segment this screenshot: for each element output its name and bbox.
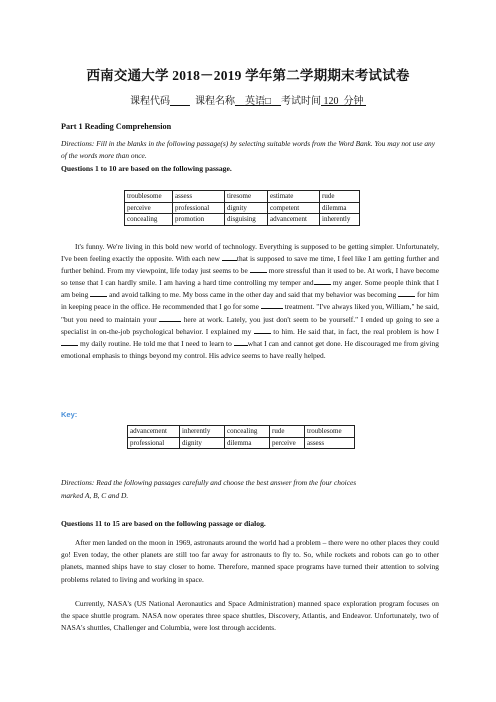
- word-bank-cell: inherently: [320, 214, 360, 226]
- word-bank-cell: assess: [173, 191, 225, 203]
- course-code-blank: [170, 96, 190, 107]
- answer-blank[interactable]: [254, 326, 271, 334]
- word-bank-row: [125, 214, 360, 226]
- part2-paragraph-2: Currently, NASA's (US National Aeronautics and Space Administration) manned space exploration program focuses on the space shuttle program. NASA now operates three space shuttles, Discovery, Atlantis, and Endeavor. Unfortunately, two of NASA's shuttles, Challenger and Columbia, were lost through accidents.: [61, 599, 439, 633]
- part1-questions-heading: Questions 1 to 10 are based on the following passage.: [61, 164, 232, 173]
- answer-key-cell: troublesome: [305, 426, 355, 438]
- answer-key-cell: advancement: [128, 426, 180, 438]
- word-bank-cell: troublesome: [125, 191, 173, 203]
- word-bank-cell: estimate: [268, 191, 320, 203]
- answer-key-cell: concealing: [225, 426, 270, 438]
- part2-questions-heading: Questions 11 to 15 are based on the following passage or dialog.: [61, 519, 266, 528]
- exam-time-label: 考试时间: [281, 96, 322, 107]
- word-bank-cell: rude: [320, 191, 360, 203]
- passage-segment: and avoid talking to me. My boss came in the other day and said that my behavior was becoming: [107, 290, 399, 300]
- answer-key-cell: professional: [128, 437, 180, 449]
- word-bank-table: [124, 190, 360, 226]
- answer-blank[interactable]: [61, 338, 78, 346]
- answer-blank[interactable]: [222, 253, 237, 261]
- part1-directions: Directions: Fill in the blanks in the following passage(s) by selecting suitable words from the Word Bank. You may not use any of the words more than once.: [61, 139, 436, 160]
- answer-blank[interactable]: [314, 277, 331, 285]
- word-bank-cell: disguising: [225, 214, 268, 226]
- exam-title: 西南交通大学 2018－2019 学年第二学期期末考试试卷: [86, 68, 410, 83]
- word-bank-cell: tiresome: [225, 191, 268, 203]
- answer-key-cell: inherently: [180, 426, 225, 438]
- answer-blank[interactable]: [398, 289, 415, 297]
- key-label: Key:: [61, 410, 78, 419]
- answer-blank[interactable]: [90, 289, 107, 297]
- word-bank-cell: promotion: [173, 214, 225, 226]
- answer-key-cell: rude: [270, 426, 305, 438]
- answer-key-table: [127, 425, 355, 449]
- answer-blank[interactable]: [159, 314, 181, 322]
- answer-key-row: [128, 437, 355, 449]
- course-code-label: 课程代码: [129, 96, 170, 107]
- part2-directions: Directions: Read the following passages carefully and choose the best answer from the four choices marked A, B, C and D.: [61, 478, 357, 500]
- passage-segment: my anger. Some people think that I am being: [61, 278, 439, 300]
- course-info-line: [0, 92, 496, 107]
- answer-key-cell: perceive: [270, 437, 305, 449]
- passage-segment: for him in keeping peace in the office. He recommended that I go for some: [61, 290, 439, 312]
- passage-segment: to him. He said that, in fact, the real problem is how I: [270, 326, 440, 336]
- part2-paragraph-1: After men landed on the moon in 1969, astronauts around the world had a problem – there were no other places they could go! Even today, the other planets are still too far away for astronauts to fly to. So, while rockets and robots can go to other planets, manned ships have to stay closer to home. Therefore, manned space programs have turned their attention to solving problems related to living and working in space.: [61, 538, 439, 584]
- answer-key-cell: assess: [305, 437, 355, 449]
- answer-blank[interactable]: [250, 265, 267, 273]
- passage-segment: treatment. "I've always liked you, William," he said, "but you need to maintain your: [61, 302, 439, 324]
- word-bank-cell: dignity: [225, 202, 268, 214]
- course-name-value: 英语□: [244, 96, 272, 107]
- answer-key-cell: dilemma: [225, 437, 270, 449]
- answer-blank[interactable]: [261, 301, 283, 309]
- word-bank-row: [125, 191, 360, 203]
- answer-key-cell: dignity: [180, 437, 225, 449]
- exam-time-value: 120 分钟: [323, 96, 364, 107]
- word-bank-cell: perceive: [125, 202, 173, 214]
- passage-segment: that is supposed to save me time, I feel like I am getting further and further behind. From my viewpoint, life today just seems to be: [61, 254, 440, 276]
- word-bank-row: [125, 202, 360, 214]
- passage-segment: It's funny. We're living in this bold new world of technology. Everything is supposed to be getting simpler. Unfortunately, I've been feeling exactly the opposite. With each new: [61, 242, 439, 264]
- course-name-label: 课程名称: [194, 96, 235, 107]
- passage-segment: more stressful than it used to be. At work, I have become so tense that I can hardly smile. I am having a hard time controlling my temper and: [61, 266, 439, 288]
- word-bank-cell: dilemma: [320, 202, 360, 214]
- part1-heading: Part 1 Reading Comprehension: [61, 122, 172, 131]
- passage-segment: my daily routine. He told me that I need to learn to: [78, 338, 234, 348]
- passage-segment: here at work. Lately, you just don't seem to be yourself." I ended up going to see a specialist in on-the-job psychological behavior. I explained my: [61, 314, 439, 336]
- word-bank-cell: competent: [268, 202, 320, 214]
- word-bank-cell: concealing: [125, 214, 173, 226]
- word-bank-cell: advancement: [268, 214, 320, 226]
- answer-blank[interactable]: [234, 338, 248, 346]
- passage-paragraph: [61, 241, 439, 362]
- answer-key-row: [128, 426, 355, 438]
- passage-segment: what I can and cannot get done. He discouraged me from giving emotional emphasis to things beyond my control. His advice seems to have really helped.: [61, 338, 439, 360]
- word-bank-cell: professional: [173, 202, 225, 214]
